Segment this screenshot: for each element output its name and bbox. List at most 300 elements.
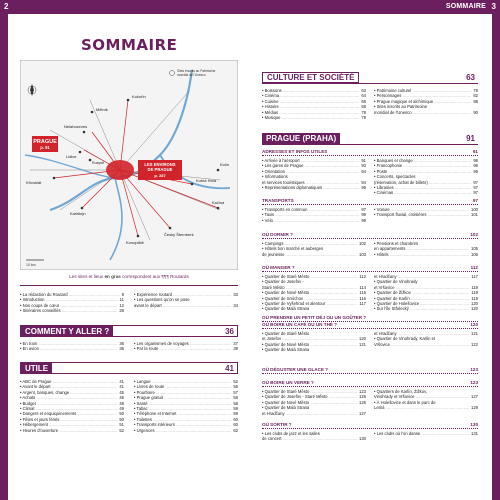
toc-entry-page: 99 <box>361 212 366 218</box>
toc-entry-page: 97 <box>473 179 478 185</box>
prague-label: PRAGUE <box>33 139 57 145</box>
toc-entry-page: 131 <box>471 431 478 436</box>
toc-entry-page: 51 <box>119 422 124 428</box>
toc-entry-page: 130 <box>359 436 366 442</box>
right-page-number: 3 <box>491 2 496 11</box>
toc-entry-label: • Quartier de Vinohrady, Karlín et <box>374 336 436 342</box>
toc-entry-page: 82 <box>473 93 478 99</box>
toc-entry-page: 28 <box>119 308 124 314</box>
toc-entry[interactable] <box>374 342 478 347</box>
toc-entry-label: • Introduction ..... <box>20 297 118 302</box>
toc-entry-page: 78 <box>361 115 366 121</box>
toc-entry[interactable] <box>262 115 366 120</box>
toc-entry-page: 37 <box>233 341 238 346</box>
toc-entry-label: • Cinéma ..... <box>262 93 359 98</box>
toc-entry-label: • Quartier de Staré Město ..... <box>262 274 357 279</box>
left-side-strip <box>0 14 8 500</box>
toc-entry-page: 97 <box>361 207 366 212</box>
toc-entry-page: 36 <box>119 341 124 346</box>
toc-entry-page: 45 <box>119 389 124 395</box>
verre-list-2 <box>374 389 478 411</box>
toc-entry-page: 78 <box>473 88 478 93</box>
right-page <box>250 0 500 500</box>
toc-entry-label: • Argent, banques, change ..... <box>20 390 117 395</box>
toc-entry-label: • Transports en commun ..... <box>262 207 359 212</box>
toc-entry-label: Letná ..... <box>374 405 469 410</box>
toc-entry-label: avant le départ ..... <box>134 303 231 308</box>
subsection-dormir[interactable] <box>262 232 478 239</box>
culture-list-2 <box>374 88 478 115</box>
toc-entry[interactable] <box>134 346 238 351</box>
toc-entry-page: 120 <box>471 306 478 312</box>
map-legend-line2: mondial de l'Unesco <box>177 73 206 77</box>
toc-entry-label: et Vršovice ..... <box>374 285 469 290</box>
toc-entry-page: 50 <box>119 411 124 417</box>
subsection-adresses[interactable] <box>262 149 478 156</box>
section-culture[interactable] <box>262 72 478 84</box>
toc-entry-page: 52 <box>233 379 238 384</box>
toc-entry-label: • Heures d'ouverture ..... <box>20 428 117 433</box>
environs-label-1: LES ENVIRONS <box>144 162 176 167</box>
culture-list-1 <box>262 88 366 120</box>
toc-entry-label: • Santé ..... <box>134 401 231 406</box>
toc-entry-page: 59 <box>233 406 238 412</box>
toc-entry-page: 50 <box>119 416 124 422</box>
toc-entry-label: • En avion ..... <box>20 346 117 351</box>
toc-entry-label: • Expérience routard ..... <box>134 292 231 297</box>
toc-entry-label: • Toilettes ..... <box>134 417 231 422</box>
subsection-page: 102 <box>470 232 478 237</box>
place-kutna-hora: Kutná Hora <box>196 178 217 183</box>
toc-entry-label: • Quartier de Holešovice ..... <box>374 301 469 306</box>
toc-entry-label: • Campings ..... <box>262 241 357 246</box>
toc-entry-page: 117 <box>471 274 478 279</box>
toc-entry-page: 116 <box>359 295 366 301</box>
toc-entry-label: • Prague magique et alchimique ..... <box>374 99 471 104</box>
toc-entry-page: 93 <box>361 163 366 169</box>
toc-entry[interactable] <box>262 218 366 223</box>
toc-entry-label: • Par la route ..... <box>134 346 231 351</box>
toc-entry[interactable] <box>262 252 366 257</box>
subsection-page: 91 <box>472 149 478 154</box>
subsection-title: OÙ BOIRE UN CAFÉ OU UN THÉ ? <box>262 322 338 327</box>
prague-area <box>106 160 134 180</box>
environs-label-2: DE PRAGUE <box>147 167 173 172</box>
toc-entry-label: • Hébergement ..... <box>20 422 117 427</box>
toc-entry-label: • Dangers et enquiquinements ..... <box>20 411 117 416</box>
section-title: UTILE <box>21 363 52 373</box>
section-utile[interactable] <box>20 362 238 374</box>
toc-entry-page: 88 <box>473 98 478 104</box>
right-header-label: SOMMAIRE <box>445 3 486 10</box>
toc-entry-label: et services touristiques ..... <box>262 180 359 185</box>
toc-entry-page: 123 <box>359 389 366 394</box>
toc-entry-label: • La rédaction du Routard ..... <box>20 292 120 297</box>
toc-entry-label: • Urgences ..... <box>134 428 231 433</box>
subsection-verre[interactable] <box>262 380 478 387</box>
caption-pre: Les sites et lieux <box>69 274 105 279</box>
toc-entry-page: 49 <box>119 406 124 412</box>
toc-entry-label: • Informations <box>262 174 288 180</box>
utile-list-1 <box>20 379 124 433</box>
toc-entry[interactable] <box>20 308 124 313</box>
toc-entry-page: 127 <box>471 394 478 400</box>
toc-entry-label: • Fêtes et jours fériés ..... <box>20 417 117 422</box>
toc-entry-label: • Livres de route ..... <box>134 384 231 389</box>
toc-entry-label: • ABC de Prague ..... <box>20 379 117 384</box>
toc-entry-page: 11 <box>119 297 124 303</box>
toc-entry-page: 125 <box>359 394 366 400</box>
toc-entry-label: • Orientation ..... <box>262 169 359 174</box>
toc-entry-label: • Transports intérieurs ..... <box>134 422 231 427</box>
toc-entry-page: 41 <box>119 379 124 384</box>
toc-entry-page: 119 <box>471 295 478 301</box>
toc-entry-label: et Hradčany ..... <box>374 331 469 336</box>
verre-list-1 <box>262 389 366 416</box>
toc-entry-page: 96 <box>473 168 478 174</box>
subsection-title: OÙ DORMIR ? <box>262 232 293 237</box>
comment-list-1 <box>20 341 124 352</box>
toc-entry-page: 34 <box>233 302 238 308</box>
toc-entry-page <box>364 306 366 311</box>
caption-bold: en gras <box>104 274 121 279</box>
toc-entry[interactable] <box>374 405 478 410</box>
toc-entry-label: • Concerts, spectacles <box>374 174 416 180</box>
toc-entry-page: 100 <box>471 207 478 212</box>
place-nelahozeves: Nelahozeves <box>64 124 88 129</box>
toc-entry-page: 120 <box>471 301 478 307</box>
toc-entry-page: 58 <box>233 400 238 406</box>
toc-entry-page: 55 <box>233 384 238 390</box>
toc-entry-page: 119 <box>471 290 478 296</box>
subsection-sortir[interactable] <box>262 422 478 429</box>
toc-entry-page: 103 <box>359 251 366 257</box>
toc-entry-label: • Quartier de Malá Strana <box>262 306 310 312</box>
toc-entry-page: 99 <box>361 217 366 223</box>
adresses-list-1 <box>262 158 366 190</box>
toc-entry-page: 78 <box>361 109 366 115</box>
toc-entry-label: • Voiture ..... <box>374 207 469 212</box>
toc-entry-label: • En train ..... <box>20 341 117 346</box>
dormir-list-1 <box>262 241 366 257</box>
toc-entry[interactable] <box>20 428 124 433</box>
toc-entry[interactable] <box>262 185 366 190</box>
toc-entry-label: de concert ..... <box>262 436 357 441</box>
toc-entry-label: • Téléphone et Internet ..... <box>134 411 231 416</box>
toc-entry-page: 58 <box>233 395 238 401</box>
transports-list-1 <box>262 207 366 223</box>
toc-entry-label: • Hôtels ..... <box>374 252 469 257</box>
subsection-glace[interactable] <box>262 367 478 374</box>
subsection-cafe[interactable] <box>262 322 478 329</box>
subsection-title: TRANSPORTS <box>262 198 294 203</box>
left-header-bar <box>0 0 250 14</box>
toc-entry-label: • Avant le départ ..... <box>20 384 117 389</box>
toc-entry-label: • Achats ..... <box>20 395 117 400</box>
toc-entry-label: • Quartier de Žižkov ..... <box>374 290 469 295</box>
toc-entry-label: • Francophonie ..... <box>374 163 471 168</box>
toc-entry[interactable] <box>374 431 478 436</box>
toc-entry-page: 97 <box>473 185 478 191</box>
toc-entry-page: 121 <box>471 331 478 336</box>
subsection-title: OÙ MANGER ? <box>262 265 295 270</box>
toc-entry-page: 106 <box>471 251 478 257</box>
place-melnik: Mělník <box>96 107 108 112</box>
region-map <box>20 60 238 270</box>
toc-entry-page: 64 <box>361 93 366 99</box>
place-konopiste: Konopiště <box>126 240 144 245</box>
toc-entry-label: • Vélo ..... <box>262 218 359 223</box>
manger-list-2 <box>374 274 478 312</box>
toc-entry-label: • Arrivée à l'aéroport ..... <box>262 158 359 163</box>
toc-entry-label: • Quartier de Vinohrady <box>374 279 418 285</box>
subsection-title: OÙ SORTIR ? <box>262 422 292 427</box>
toc-entry-page: 120 <box>359 336 366 342</box>
toc-entry-page: 101 <box>471 212 478 218</box>
subsection-page: 123 <box>470 367 478 372</box>
toc-entry-page: 46 <box>119 395 124 401</box>
toc-entry-label: • Quartier de Staré Město ..... <box>262 389 357 394</box>
toc-entry-page: 121 <box>359 341 366 347</box>
right-header-bar <box>250 0 500 14</box>
section-page: 41 <box>225 363 234 373</box>
toc-entry-label: • Les questions qu'on se pose <box>134 297 190 303</box>
toc-entry[interactable] <box>374 252 478 257</box>
toc-entry-page: 36 <box>119 346 124 352</box>
toc-entry[interactable] <box>134 428 238 433</box>
toc-entry-label: et Hradčany ..... <box>374 274 469 279</box>
toc-entry-label: • Boissons ..... <box>262 88 359 93</box>
toc-entry-page: 122 <box>471 341 478 347</box>
toc-entry-label: • Sites inscrits au Patrimoine <box>374 104 428 110</box>
subsection-transports[interactable] <box>262 198 478 205</box>
subsection-title: OÙ PRENDRE UN PETIT DÉJ OU UN GOÛTER ? <box>262 315 367 320</box>
place-kokorin: Kokořín <box>132 94 146 99</box>
toc-entry-page: 59 <box>233 411 238 417</box>
intro-list-2 <box>134 292 238 308</box>
adresses-list-2 <box>374 158 478 196</box>
toc-entry-label: • Quartier de Josefov - <box>262 279 304 285</box>
toc-entry-label: • Les gares de Prague ..... <box>262 163 359 168</box>
sortir-list-1 <box>262 431 366 442</box>
toc-entry-label: • Quartier de Nové Město ..... <box>262 400 357 405</box>
toc-entry-page: 12 <box>119 302 124 308</box>
toc-entry-label: • Quartier de Smíchov ..... <box>262 296 357 301</box>
toc-entry[interactable] <box>374 110 478 115</box>
toc-entry-label: de jeunesse ..... <box>262 252 357 257</box>
toc-entry-page: 97 <box>473 190 478 196</box>
toc-entry-label: • Quartier de Josefov - Staré Město ..... <box>262 394 357 399</box>
comment-list-2 <box>134 341 238 352</box>
place-ruzyne: Ruzyně <box>92 161 105 165</box>
toc-entry[interactable] <box>374 306 478 311</box>
section-page: 36 <box>225 326 234 336</box>
toc-entry-label: Vršovice ..... <box>374 342 469 347</box>
section-page: 91 <box>466 134 475 143</box>
toc-entry-label: • Quartier de Malá Strana <box>262 405 310 411</box>
toc-entry-label: • Langue ..... <box>134 379 231 384</box>
toc-entry-page: 57 <box>233 389 238 395</box>
section-title: COMMENT Y ALLER ? <box>21 326 113 336</box>
toc-entry-page <box>364 347 366 352</box>
toc-entry-label: • Quartier de Nové Město ..... <box>262 342 357 347</box>
toc-entry-page: 117 <box>359 301 366 307</box>
toc-entry-label: • Sur l'île Střelecký ..... <box>374 306 469 311</box>
place-lidice: Lidice <box>66 154 77 159</box>
toc-entry-page: 8 <box>121 292 124 297</box>
toc-entry[interactable] <box>262 306 366 311</box>
toc-entry-page: 60 <box>233 416 238 422</box>
toc-entry-label: mondial de l'Unesco ..... <box>374 110 471 115</box>
toc-entry-page: 41 <box>119 384 124 390</box>
subsection-page: 130 <box>470 422 478 427</box>
toc-entry[interactable] <box>20 346 124 351</box>
toc-entry-page: 112 <box>359 274 366 279</box>
toc-entry[interactable] <box>262 411 366 416</box>
left-page-number: 2 <box>4 2 9 11</box>
toc-entry-page: 115 <box>359 290 366 296</box>
toc-entry-page: 62 <box>233 427 238 433</box>
toc-entry-label: en appartements ..... <box>374 246 469 251</box>
subsection-title: OÙ DÉGUSTER UNE GLACE ? <box>262 367 329 372</box>
toc-entry-label: • Nos coups de cœur ..... <box>20 303 117 308</box>
toc-entry-page: 102 <box>359 241 366 246</box>
toc-entry-label: • Prague gratuit ..... <box>134 395 231 400</box>
toc-entry-label: • Les clubs de jazz et les salles <box>262 431 320 436</box>
subsection-petit-dej[interactable] <box>262 315 478 322</box>
toc-entry-label: (réservation, achat de billets) ..... <box>374 180 471 185</box>
subsection-manger[interactable] <box>262 265 478 272</box>
toc-entry-page: 114 <box>359 284 366 290</box>
toc-entry-label: • Librairies ..... <box>374 185 471 190</box>
toc-entry-label: • Les organismes de voyages ..... <box>134 341 231 346</box>
toc-entry[interactable] <box>374 212 478 217</box>
section-title: CULTURE ET SOCIÉTÉ <box>262 72 359 83</box>
toc-entry-page: 105 <box>471 246 478 252</box>
toc-entry-label: • Taxis ..... <box>262 212 359 217</box>
toc-entry-label: et Hradčany ..... <box>262 411 357 416</box>
toc-entry-label: • Budget ..... <box>20 401 117 406</box>
intro-list-1 <box>20 292 124 314</box>
sortir-list-2 <box>374 431 478 436</box>
toc-entry-label: Staré Město ..... <box>262 285 357 290</box>
toc-entry-label: • Histoire ..... <box>262 104 359 109</box>
subsection-page: 97 <box>472 198 478 203</box>
toc-entry-page: 119 <box>471 284 478 290</box>
place-kacina: Kačina <box>212 200 225 205</box>
subsection-page: 123 <box>470 380 478 385</box>
subsection-page: 120 <box>470 322 478 327</box>
toc-entry-page: 90 <box>473 109 478 115</box>
toc-entry-label: • Médias ..... <box>262 110 359 115</box>
subsection-title: OÙ BOIRE UN VERRE ? <box>262 380 314 385</box>
subsection-page: 112 <box>470 265 478 270</box>
toc-entry-page: 33 <box>233 292 238 297</box>
cafe-list-1 <box>262 331 366 353</box>
toc-entry-label: • Personnages ..... <box>374 93 471 98</box>
toc-entry-page: 129 <box>471 405 478 411</box>
section-page: 63 <box>466 73 475 82</box>
toc-entry-label: • Quartier de Karlín ..... <box>374 296 469 301</box>
toc-entry-page: 96 <box>361 185 366 191</box>
toc-entry-page: 39 <box>233 346 238 352</box>
section-title: PRAGUE (PRAHA) <box>262 133 340 144</box>
toc-entry-label: • Patrimoine culturel ..... <box>374 88 471 93</box>
toc-entry-label: • Les clubs où l'on danse ..... <box>374 431 469 436</box>
toc-entry-label: • Représentations diplomatiques ..... <box>262 185 359 190</box>
toc-entry-label: • Poste ..... <box>374 169 471 174</box>
toc-entry-label: • Quartier de Vyšehrad et alentour ..... <box>262 301 357 306</box>
caption-post: correspondent aux ¶¶¶ Routards <box>120 274 189 279</box>
toc-entry-page: 94 <box>361 168 366 174</box>
environs-page: p. 287 <box>154 173 166 178</box>
prague-page: p. 91 <box>40 145 50 150</box>
toc-entry-label: • Quartier de Malá Strana <box>262 347 310 353</box>
toc-entry-label: • Climat ..... <box>20 406 117 411</box>
toc-entry-label: • Hôtels bon marché et auberges <box>262 246 324 252</box>
toc-entry-page: 52 <box>119 427 124 433</box>
section-prague[interactable] <box>262 133 478 145</box>
toc-entry-label: • Cinémas ..... <box>374 190 471 195</box>
toc-entry-page: 48 <box>119 400 124 406</box>
toc-entry-label: • Tabac ..... <box>134 406 231 411</box>
toc-entry-label: • Pensions et chambres <box>374 241 419 246</box>
toc-entry-page: 60 <box>233 422 238 428</box>
toc-entry-page: 94 <box>361 179 366 185</box>
place-krivoklat: Křivoklát <box>26 180 42 185</box>
toc-entry-page: 96 <box>473 163 478 169</box>
place-cesky-sternberk: Český Šternberk <box>164 232 194 237</box>
caption-rule <box>20 285 238 286</box>
toc-entry-label: • Cuisine ..... <box>262 99 359 104</box>
utile-list-2 <box>134 379 238 433</box>
scale-label: 10 km <box>26 263 36 267</box>
toc-entry-label: • À Holešovice et dans le parc de <box>374 399 436 405</box>
section-comment-y-aller[interactable] <box>20 325 238 337</box>
toc-entry-label: • Quartiers de Karlín, Žižkov, <box>374 389 428 394</box>
toc-entry-page: 68 <box>361 104 366 110</box>
toc-entry[interactable] <box>262 347 366 352</box>
place-karlstejn: Karlštejn <box>70 211 86 216</box>
toc-entry-label: • Quartier de Staré Město <box>262 331 310 336</box>
toc-entry-label: • Banques et change ..... <box>374 158 471 163</box>
dormir-list-2 <box>374 241 478 257</box>
map-caption <box>20 274 238 279</box>
map-legend-line1: Sites inscrits au Patrimoine <box>177 69 216 73</box>
page-title: SOMMAIRE <box>81 36 178 54</box>
toc-entry-label: Vinohrady et Vršovice ..... <box>374 394 469 399</box>
subsection-title: ADRESSES ET INFOS UTILES <box>262 149 328 154</box>
toc-entry[interactable] <box>262 436 366 441</box>
toc-entry-label: et Josefov ..... <box>262 336 357 341</box>
toc-entry[interactable] <box>374 190 478 195</box>
toc-entry-label: • Pourboire ..... <box>134 390 231 395</box>
toc-entry-page: 91 <box>361 158 366 163</box>
toc-entry-page: 125 <box>359 399 366 405</box>
toc-entry-label: • Musique ..... <box>262 115 359 120</box>
toc-entry-label: • Transport fluvial, croisières ..... <box>374 212 469 217</box>
transports-list-2 <box>374 207 478 218</box>
toc-entry-label: • Itinéraires conseillés ..... <box>20 308 117 313</box>
toc-entry-page: 96 <box>473 158 478 163</box>
manger-list-1 <box>262 274 366 312</box>
right-side-strip <box>492 14 500 500</box>
toc-entry-page: 66 <box>361 98 366 104</box>
cafe-list-2 <box>374 331 478 347</box>
toc-entry-page: 63 <box>361 88 366 93</box>
place-kolin: Kolín <box>220 162 230 167</box>
toc-entry[interactable] <box>134 303 238 308</box>
